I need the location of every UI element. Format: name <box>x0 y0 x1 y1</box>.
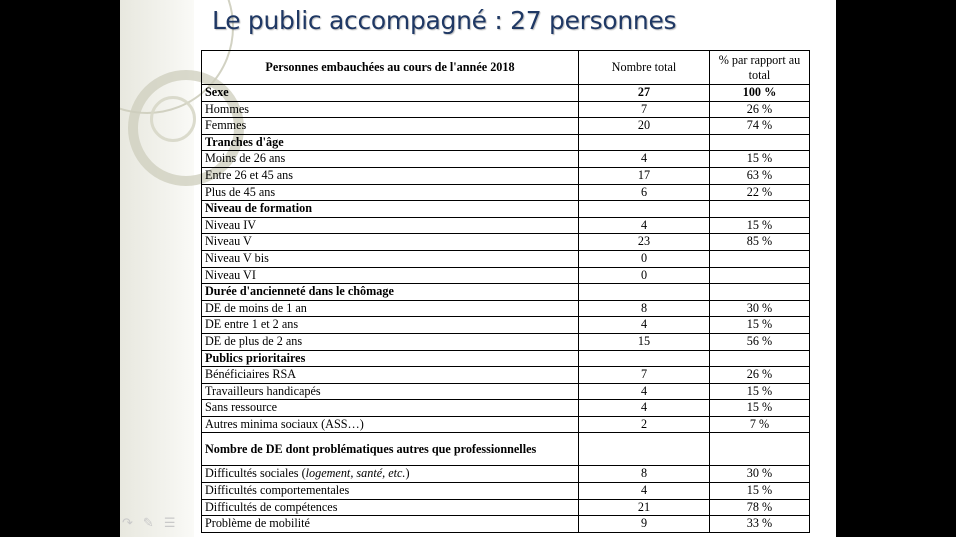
row-percent <box>710 267 810 284</box>
row-total: 4 <box>579 317 710 334</box>
table-section-row <box>202 85 810 102</box>
row-percent: 15 % <box>710 217 810 234</box>
table-row <box>202 400 810 417</box>
row-label: Durée d'ancienneté dans le chômage <box>202 284 579 301</box>
table-row <box>202 416 810 433</box>
table-row <box>202 118 810 135</box>
table-row <box>202 234 810 251</box>
row-percent: 30 % <box>710 466 810 483</box>
row-label: Sexe <box>202 85 579 102</box>
row-total: 8 <box>579 466 710 483</box>
row-percent <box>710 284 810 301</box>
row-percent: 100 % <box>710 85 810 102</box>
table-row <box>202 367 810 384</box>
row-total: 20 <box>579 118 710 135</box>
row-label: Sans ressource <box>202 400 579 417</box>
table-row <box>202 516 810 533</box>
row-percent <box>710 433 810 466</box>
row-percent <box>710 250 810 267</box>
row-percent: 15 % <box>710 151 810 168</box>
row-label: Difficultés comportementales <box>202 483 579 500</box>
table-row <box>202 466 810 483</box>
row-percent <box>710 201 810 218</box>
row-total: 7 <box>579 367 710 384</box>
header-total: Nombre total <box>579 51 710 85</box>
row-percent: 74 % <box>710 118 810 135</box>
row-percent: 15 % <box>710 383 810 400</box>
row-percent: 15 % <box>710 483 810 500</box>
row-label: Nombre de DE dont problématiques autres que professionnelles <box>202 433 579 466</box>
slide <box>120 0 836 537</box>
row-total <box>579 201 710 218</box>
table-row <box>202 217 810 234</box>
table-row <box>202 499 810 516</box>
row-label: Bénéficiaires RSA <box>202 367 579 384</box>
pen-icon[interactable]: ✎ <box>142 516 154 531</box>
table-row <box>202 333 810 350</box>
slideshow-toolbar <box>122 516 175 531</box>
row-total: 23 <box>579 234 710 251</box>
row-label: Entre 26 et 45 ans <box>202 167 579 184</box>
row-total: 4 <box>579 483 710 500</box>
row-percent <box>710 134 810 151</box>
row-percent: 30 % <box>710 300 810 317</box>
row-total: 6 <box>579 184 710 201</box>
row-total <box>579 134 710 151</box>
row-label: Niveau de formation <box>202 201 579 218</box>
table-section-row <box>202 284 810 301</box>
row-label: Femmes <box>202 118 579 135</box>
table-section-row <box>202 134 810 151</box>
row-percent: 22 % <box>710 184 810 201</box>
row-percent: 15 % <box>710 400 810 417</box>
row-label: DE de plus de 2 ans <box>202 333 579 350</box>
row-total <box>579 433 710 466</box>
row-label: Niveau IV <box>202 217 579 234</box>
row-label: Niveau VI <box>202 267 579 284</box>
row-percent: 56 % <box>710 333 810 350</box>
table-row <box>202 300 810 317</box>
row-percent: 26 % <box>710 101 810 118</box>
table-body <box>202 85 810 533</box>
header-category: Personnes embauchées au cours de l'année 2018 <box>202 51 579 85</box>
row-total: 4 <box>579 151 710 168</box>
decorative-ring <box>150 96 196 142</box>
table-section-row <box>202 201 810 218</box>
row-label: DE de moins de 1 an <box>202 300 579 317</box>
row-label: Niveau V <box>202 234 579 251</box>
header-percent: % par rapport au total <box>710 51 810 85</box>
table-row <box>202 167 810 184</box>
row-label: Niveau V bis <box>202 250 579 267</box>
row-percent: 85 % <box>710 234 810 251</box>
row-total: 4 <box>579 217 710 234</box>
row-label: Tranches d'âge <box>202 134 579 151</box>
row-total: 0 <box>579 250 710 267</box>
row-percent: 26 % <box>710 367 810 384</box>
row-percent: 33 % <box>710 516 810 533</box>
row-total: 8 <box>579 300 710 317</box>
table-header-row <box>202 51 810 85</box>
table-row <box>202 101 810 118</box>
row-total: 0 <box>579 267 710 284</box>
row-total: 4 <box>579 383 710 400</box>
row-total: 7 <box>579 101 710 118</box>
row-percent: 7 % <box>710 416 810 433</box>
row-label: Difficultés de compétences <box>202 499 579 516</box>
row-percent: 15 % <box>710 317 810 334</box>
row-label: Difficultés sociales (logement, santé, etc.) <box>202 466 579 483</box>
table-section-row <box>202 433 810 466</box>
row-total <box>579 350 710 367</box>
pointer-icon[interactable]: ↷ <box>122 516 133 531</box>
table-row <box>202 267 810 284</box>
row-total: 17 <box>579 167 710 184</box>
table-row <box>202 483 810 500</box>
table-row <box>202 184 810 201</box>
row-label: Hommes <box>202 101 579 118</box>
row-percent: 63 % <box>710 167 810 184</box>
row-total: 21 <box>579 499 710 516</box>
table-row <box>202 250 810 267</box>
row-label: Publics prioritaires <box>202 350 579 367</box>
row-total: 27 <box>579 85 710 102</box>
menu-icon[interactable]: ☰ <box>163 516 176 531</box>
row-total: 9 <box>579 516 710 533</box>
row-label: Problème de mobilité <box>202 516 579 533</box>
row-total: 4 <box>579 400 710 417</box>
slide-title: Le public accompagné : 27 personnes <box>212 6 677 35</box>
row-label: Autres minima sociaux (ASS…) <box>202 416 579 433</box>
row-label: Travailleurs handicapés <box>202 383 579 400</box>
row-label: Plus de 45 ans <box>202 184 579 201</box>
row-percent: 78 % <box>710 499 810 516</box>
data-table <box>201 50 810 533</box>
row-label: Moins de 26 ans <box>202 151 579 168</box>
row-total <box>579 284 710 301</box>
table-row <box>202 151 810 168</box>
row-total: 15 <box>579 333 710 350</box>
table-section-row <box>202 350 810 367</box>
row-percent <box>710 350 810 367</box>
table-row <box>202 383 810 400</box>
table-row <box>202 317 810 334</box>
row-total: 2 <box>579 416 710 433</box>
row-label: DE entre 1 et 2 ans <box>202 317 579 334</box>
